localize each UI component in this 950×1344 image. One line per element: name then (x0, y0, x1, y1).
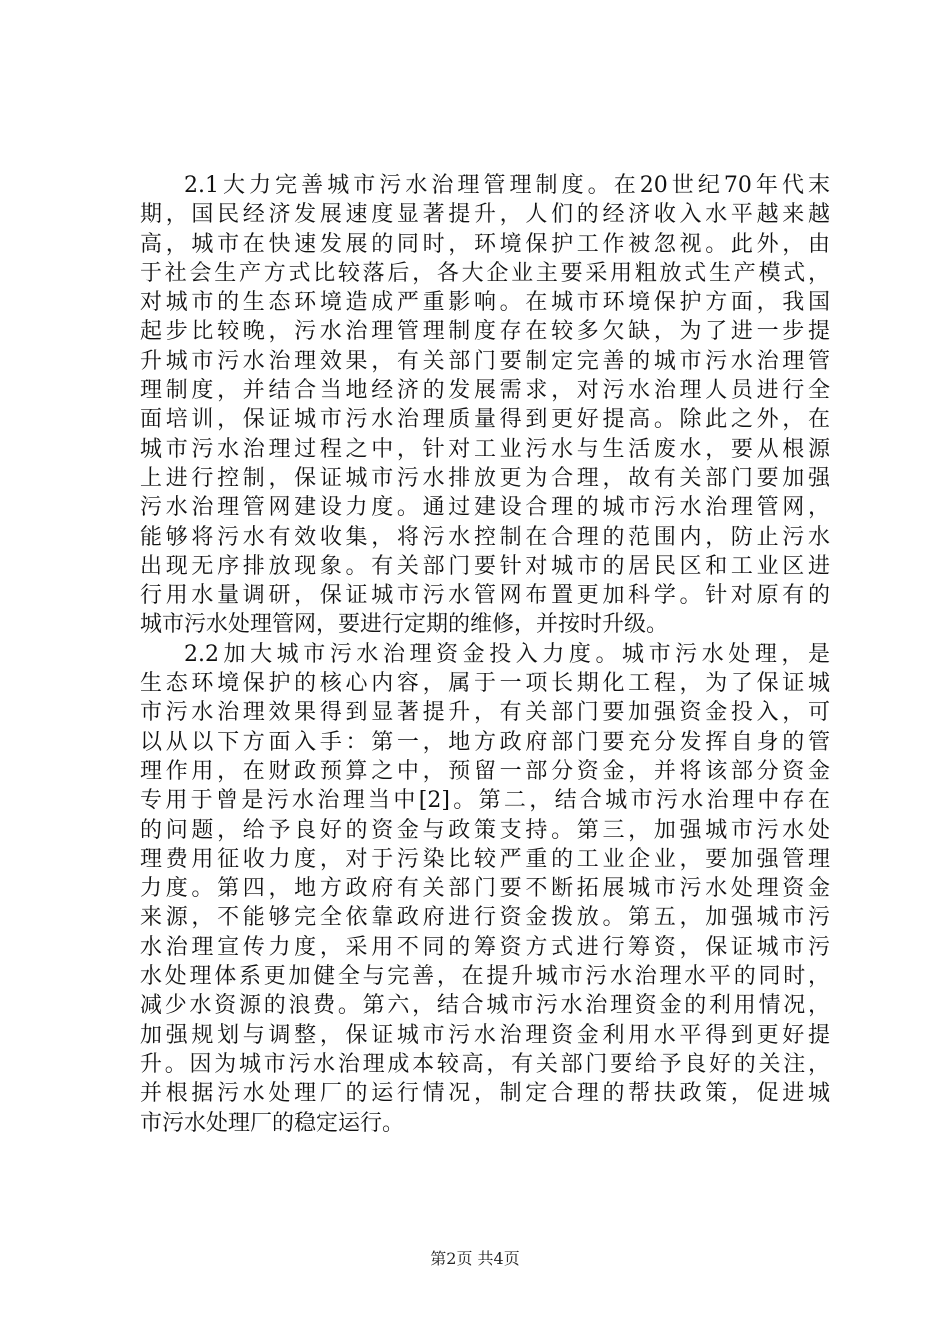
section-2-1 (140, 171, 830, 640)
paragraph-line: 能够将污水有效收集，将污水控制在合理的范围内，防止污水 (140, 524, 830, 550)
paragraph-line: 城市污水治理过程之中，针对工业污水与生活废水，要从根源 (140, 436, 830, 462)
paragraph-line: 城市污水处理管网，要进行定期的维修，并按时升级。 (140, 612, 669, 638)
paragraph-line: 专用于曾是污水治理当中[2]。第二，结合城市污水治理中存在 (140, 788, 830, 814)
paragraph-line: 水治理宣传力度，采用不同的筹资方式进行筹资，保证城市污 (140, 934, 830, 960)
paragraph-line: 生态环境保护的核心内容，属于一项长期化工程，为了保证城 (140, 671, 830, 697)
paragraph-line: 并根据污水处理厂的运行情况，制定合理的帮扶政策，促进城 (140, 1081, 830, 1107)
section-2-2 (140, 640, 830, 1138)
paragraph-line: 理制度，并结合当地经济的发展需求，对污水治理人员进行全 (140, 378, 830, 404)
paragraph-line: 理作用，在财政预算之中，预留一部分资金，并将该部分资金 (140, 758, 830, 784)
paragraph-line: 力度。第四，地方政府有关部门要不断拓展城市污水处理资金 (140, 876, 830, 902)
paragraph-line: 行用水量调研，保证城市污水管网布置更加科学。针对原有的 (140, 583, 830, 609)
paragraph-line: 来源，不能够完全依靠政府进行资金拨放。第五，加强城市污 (140, 905, 830, 931)
paragraph-line: 水处理体系更加健全与完善，在提升城市污水治理水平的同时， (140, 964, 830, 990)
paragraph-line: 以从以下方面入手：第一，地方政府部门要充分发挥自身的管 (140, 729, 830, 755)
paragraph-line: 上进行控制，保证城市污水排放更为合理，故有关部门要加强 (140, 465, 830, 491)
paragraph-line: 的问题，给予良好的资金与政策支持。第三，加强城市污水处 (140, 817, 830, 843)
paragraph-line: 起步比较晚，污水治理管理制度存在较多欠缺，为了进一步提 (140, 319, 830, 345)
paragraph-line: 市污水处理厂的稳定运行。 (140, 1110, 405, 1136)
paragraph-line: 升城市污水治理效果，有关部门要制定完善的城市污水治理管 (140, 348, 830, 374)
paragraph-line: 面培训，保证城市污水治理质量得到更好提高。除此之外，在 (140, 407, 830, 433)
paragraph-line: 2.1大力完善城市污水治理管理制度。在20世纪70年代末 (184, 173, 830, 198)
paragraph-line: 理费用征收力度，对于污染比较严重的工业企业，要加强管理 (140, 846, 830, 872)
paragraph-line: 加强规划与调整，保证城市污水治理资金利用水平得到更好提 (140, 1022, 830, 1048)
paragraph-line: 期，国民经济发展速度显著提升，人们的经济收入水平越来越 (140, 202, 830, 228)
page-number-footer: 第2页 共4页 (430, 1249, 520, 1268)
paragraph-line: 市污水治理效果得到显著提升，有关部门要加强资金投入，可 (140, 700, 830, 726)
paragraph-line: 升。因为城市污水治理成本较高，有关部门要给予良好的关注， (140, 1051, 830, 1077)
paragraph-line: 减少水资源的浪费。第六，结合城市污水治理资金的利用情况， (140, 993, 830, 1019)
paragraph-line: 污水治理管网建设力度。通过建设合理的城市污水治理管网， (140, 495, 830, 521)
paragraph-line: 2.2加大城市污水治理资金投入力度。城市污水处理，是 (184, 641, 830, 667)
paragraph-line: 于社会生产方式比较落后，各大企业主要采用粗放式生产模式， (140, 260, 830, 286)
paragraph-line: 对城市的生态环境造成严重影响。在城市环境保护方面，我国 (140, 290, 830, 316)
document-body (140, 171, 830, 1138)
paragraph-line: 出现无序排放现象。有关部门要针对城市的居民区和工业区进 (140, 553, 830, 579)
paragraph-line: 高，城市在快速发展的同时，环境保护工作被忽视。此外，由 (140, 231, 830, 257)
